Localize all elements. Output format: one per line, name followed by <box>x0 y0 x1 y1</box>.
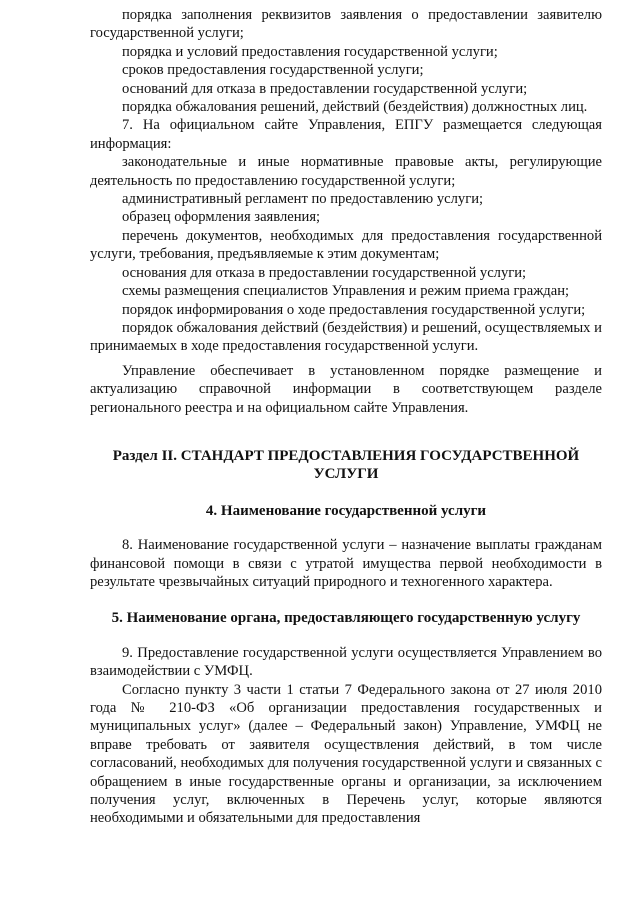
paragraph: сроков предоставления государственной услуги; <box>122 62 424 79</box>
paragraph: перечень документов, необходимых для предоставления государственной услуги, требования, предъявляемые к этим документам; <box>90 227 602 263</box>
paragraph: образец оформления заявления; <box>122 209 321 226</box>
heading-4: 4. Наименование государственной услуги <box>205 502 487 519</box>
paragraph: законодательные и иные нормативные правовые акты, регулирующие деятельность по предоставлению государственной услуги; <box>90 154 602 189</box>
paragraph: порядок обжалования действий (бездействия) и решений, осуществляемых и принимаемых в ходе предоставления государственной услуги. <box>90 319 602 355</box>
paragraph: оснований для отказа в предоставлении государственной услуги; <box>122 80 528 97</box>
paragraph-8: 8. Наименование государственной услуги – назначение выплаты гражданам финансовой помощи в связи с утратой имущества первой необходимости в результате чрезвычайных ситуаций природного и техногенного характера. <box>90 537 602 590</box>
heading-5: 5. Наименование органа, предоставляющего государственную услугу <box>111 610 581 627</box>
paragraph-9b: Согласно пункту 3 части 1 статьи 7 Федерального закона от 27 июля 2010 года № 210-ФЗ «Об организации предоставления государственных и муниципальных услуг» (далее – Федеральный закон) Управление, УМФЦ не вправе требовать от заявителя осуществления действий, в том числе согласований, необходимых для получения государственной услуги и связанных с обращением в иные государственные органы и организации, за исключением получения услуг, включенных в Перечень услуг, которые являются необходимыми и обязательными для предоставления <box>90 681 602 827</box>
paragraph: Управление обеспечивает в установленном порядке размещение и актуализацию справочной информации в соответствующем разделе регионального реестра и на официальном сайте Управления. <box>90 362 602 416</box>
paragraph: основания для отказа в предоставлении государственной услуги; <box>122 264 527 281</box>
paragraph: порядка и условий предоставления государственной услуги; <box>122 43 498 60</box>
paragraph: 7. На официальном сайте Управления, ЕПГУ размещается следующая информация: <box>90 117 602 152</box>
paragraph-9: 9. Предоставление государственной услуги осуществляется Управлением во взаимодействии с УМФЦ. <box>90 644 602 680</box>
section-title: Раздел II. СТАНДАРТ ПРЕДОСТАВЛЕНИЯ ГОСУДАРСТВЕННОЙ УСЛУГИ <box>112 447 580 483</box>
paragraph: порядка заполнения реквизитов заявления о предоставлении заявителю государственной услуги; <box>90 7 602 42</box>
paragraph: административный регламент по предоставлению услуги; <box>122 191 484 208</box>
paragraph: порядка обжалования решений, действий (бездействия) должностных лиц. <box>122 99 588 116</box>
paragraph: порядок информирования о ходе предоставления государственной услуги; <box>122 301 586 318</box>
paragraph: схемы размещения специалистов Управления и режим приема граждан; <box>122 283 570 300</box>
